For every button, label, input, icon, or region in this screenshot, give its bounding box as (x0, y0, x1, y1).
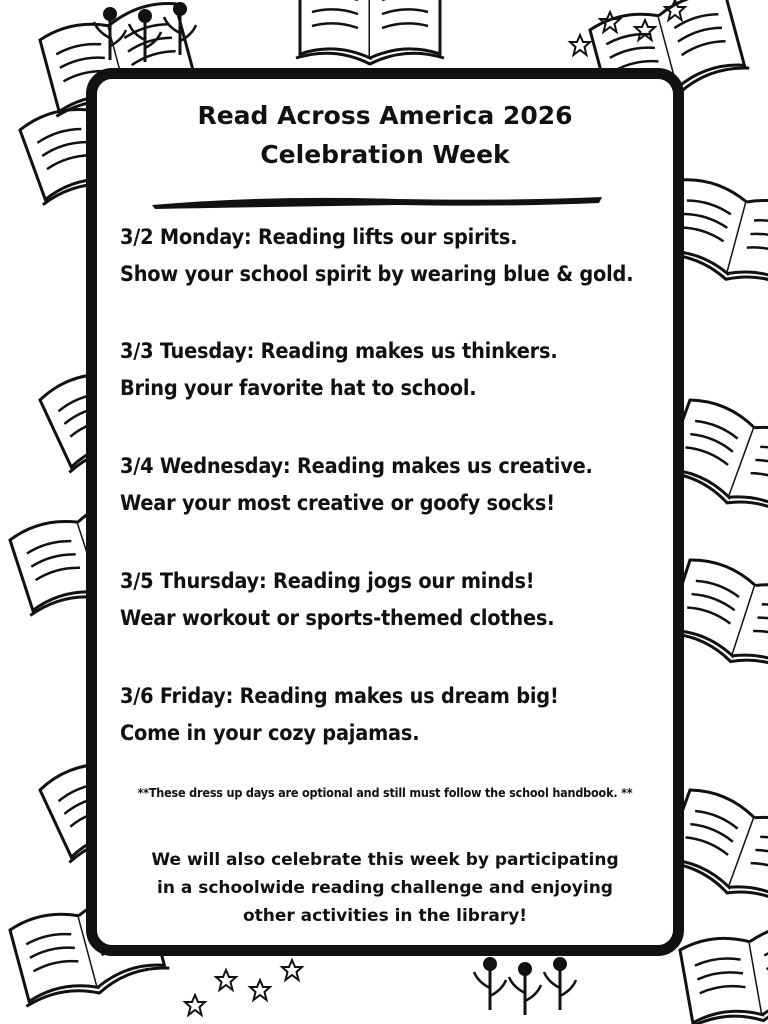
day-detail: Come in your cozy pajamas. (120, 721, 420, 746)
thursday-entry (120, 563, 680, 637)
day-detail: Wear workout or sports-themed clothes. (120, 606, 555, 631)
flyer-title: Read Across America 2026 (197, 101, 573, 130)
star-icon (185, 995, 205, 1015)
day-heading: 3/2 Monday: Reading lifts our spirits. (120, 225, 518, 250)
day-heading: 3/4 Wednesday: Reading makes us creative. (120, 454, 593, 479)
day-heading: 3/3 Tuesday: Reading makes us thinkers. (120, 339, 558, 364)
open-book-icon (675, 920, 768, 1024)
flyer-subtitle: Celebration Week (260, 140, 510, 169)
day-heading: 3/6 Friday: Reading makes us dream big! (120, 684, 559, 709)
flower-icon (544, 957, 576, 1010)
closing-line: We will also celebrate this week by participating (151, 850, 619, 870)
wednesday-entry (120, 448, 680, 522)
day-heading: 3/5 Thursday: Reading jogs our minds! (120, 569, 535, 594)
closing-line: in a schoolwide reading challenge and enjoying (157, 878, 613, 898)
star-icon (250, 980, 270, 1000)
tuesday-entry (120, 333, 680, 407)
day-detail: Wear your most creative or goofy socks! (120, 491, 555, 516)
closing-message (97, 846, 673, 930)
star-icon (570, 35, 590, 55)
star-icon (282, 960, 302, 980)
open-book-icon (296, 0, 444, 64)
day-detail: Show your school spirit by wearing blue & gold. (120, 262, 634, 287)
day-detail: Bring your favorite hat to school. (120, 376, 477, 401)
friday-entry (120, 678, 680, 752)
flower-icon (474, 957, 506, 1010)
brush-underline (147, 193, 607, 211)
flower-icon (509, 962, 541, 1015)
star-icon (216, 970, 236, 990)
monday-entry (120, 219, 680, 293)
closing-line: other activities in the library! (242, 906, 528, 926)
flyer-card (86, 68, 684, 956)
handbook-note: **These dress up days are optional and still must follow the school handbook. ** (137, 785, 633, 800)
